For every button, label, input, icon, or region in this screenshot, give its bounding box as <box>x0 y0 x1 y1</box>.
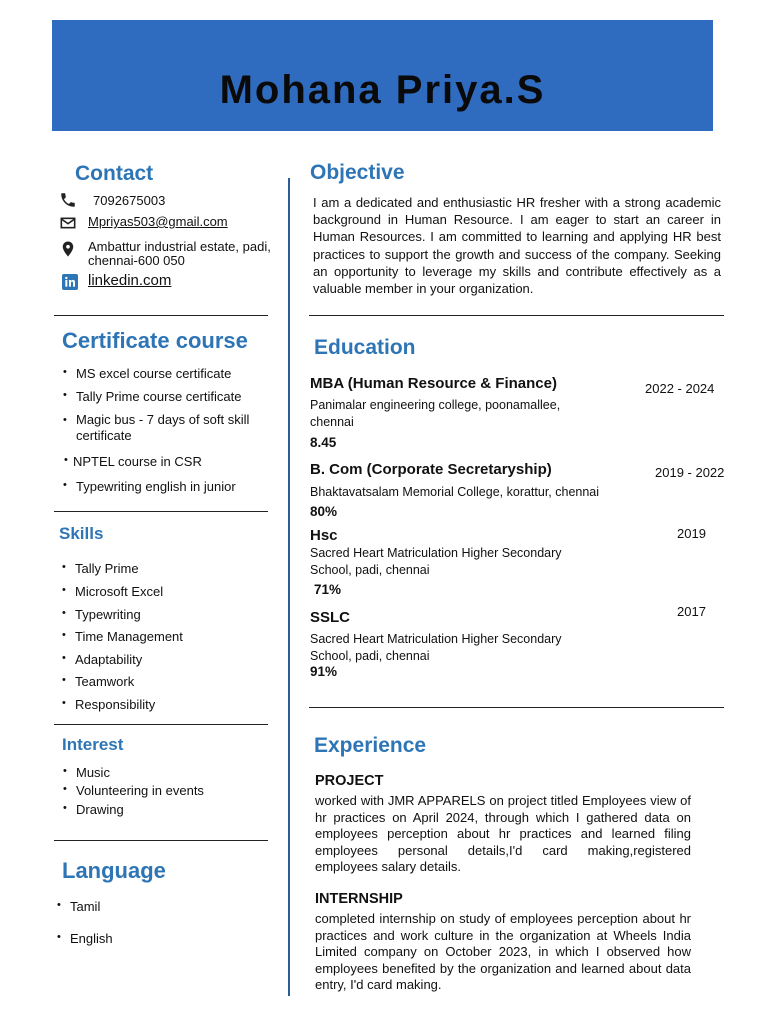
skills-title: Skills <box>59 524 104 543</box>
list-item: • Magic bus - 7 days of soft skill certificate <box>63 412 250 443</box>
phone-number: 7092675003 <box>93 193 166 208</box>
linkedin-link[interactable]: linkedin.com <box>88 272 172 289</box>
education-institution: Sacred Heart Matriculation Higher Secondary School, padi, chennai <box>310 632 562 663</box>
experience-heading: INTERNSHIP <box>315 891 403 907</box>
location-icon <box>59 240 77 258</box>
email-icon <box>60 216 76 230</box>
education-score: 80% <box>310 504 338 519</box>
education-institution: Bhaktavatsalam Memorial College, korattur, chennai <box>310 485 600 499</box>
list-item: • Adaptability <box>62 652 143 667</box>
divider <box>54 315 268 316</box>
experience-text: worked with JMR APPARELS on project titled Employees view of hr practices on April 2024, through which I gathered data on employees perception about hr practices and learned filing employees personal details,I'd card making,registered employees salary details. <box>315 793 691 874</box>
list-item: • Typewriting english in junior <box>63 479 236 494</box>
education-years: 2019 - 2022 <box>655 465 725 480</box>
education-score: 91% <box>310 664 338 679</box>
address-line1: Ambattur industrial estate, padi, <box>88 239 271 254</box>
list-item: • MS excel course certificate <box>63 366 232 381</box>
education-degree: SSLC <box>310 609 351 626</box>
address-line2: chennai-600 050 <box>88 253 185 268</box>
education-institution: Panimalar engineering college, poonamallee, chennai <box>310 398 561 429</box>
candidate-name: Mohana Priya.S <box>219 68 546 112</box>
language-title: Language <box>62 858 166 883</box>
divider <box>54 724 268 725</box>
linkedin-icon <box>62 274 78 290</box>
experience-title: Experience <box>314 734 427 757</box>
objective-text: I am a dedicated and enthusiastic HR fresher with a strong academic background in Human Resource. I am eager to start an career in Human Resources. I am committed to learning and applying HR best practices to support the growth and success of the company. Seeking an opportunity to leverage my skills and contribute effectively as a valuable member in your organization. <box>313 195 721 297</box>
list-item: • English <box>57 931 113 946</box>
experience-text: completed internship on study of employees perception about hr practices and work culture in the organization at Wheels India Limited company on October 2023, in which I observed how employees benefited by the organization and learned about data entry, I'd card making. <box>315 911 691 992</box>
education-institution: Sacred Heart Matriculation Higher Secondary School, padi, chennai <box>310 546 562 577</box>
email-link[interactable]: Mpriyas503@gmail.com <box>88 214 228 229</box>
list-item: • Typewriting <box>62 607 141 622</box>
contact-title: Contact <box>75 162 154 185</box>
list-item: • Music <box>63 765 110 780</box>
education-degree: MBA (Human Resource & Finance) <box>310 375 557 392</box>
list-item: • NPTEL course in CSR <box>64 454 202 469</box>
interest-title: Interest <box>62 735 124 754</box>
education-years: 2017 <box>677 604 706 619</box>
objective-title: Objective <box>310 161 405 184</box>
phone-icon <box>59 191 77 209</box>
education-score: 8.45 <box>310 435 337 450</box>
certificate-title: Certificate course <box>62 328 248 353</box>
list-item: • Volunteering in events <box>63 783 204 798</box>
experience-heading: PROJECT <box>315 773 384 789</box>
education-years: 2022 - 2024 <box>645 381 715 396</box>
education-title: Education <box>314 336 416 359</box>
column-divider <box>288 178 290 996</box>
education-years: 2019 <box>677 526 706 541</box>
divider <box>309 315 724 316</box>
list-item: • Drawing <box>63 802 124 817</box>
divider <box>54 840 268 841</box>
list-item: • Tally Prime <box>62 561 139 576</box>
list-item: • Tamil <box>57 899 101 914</box>
divider <box>309 707 724 708</box>
list-item: • Microsoft Excel <box>62 584 164 599</box>
education-score: 71% <box>314 582 342 597</box>
divider <box>54 511 268 512</box>
list-item: • Time Management <box>62 629 183 644</box>
header-banner <box>52 20 713 131</box>
list-item: • Responsibility <box>62 697 156 712</box>
list-item: • Teamwork <box>62 674 135 689</box>
education-degree: B. Com (Corporate Secretaryship) <box>310 461 552 478</box>
list-item: • Tally Prime course certificate <box>63 389 242 404</box>
education-degree: Hsc <box>310 527 338 544</box>
